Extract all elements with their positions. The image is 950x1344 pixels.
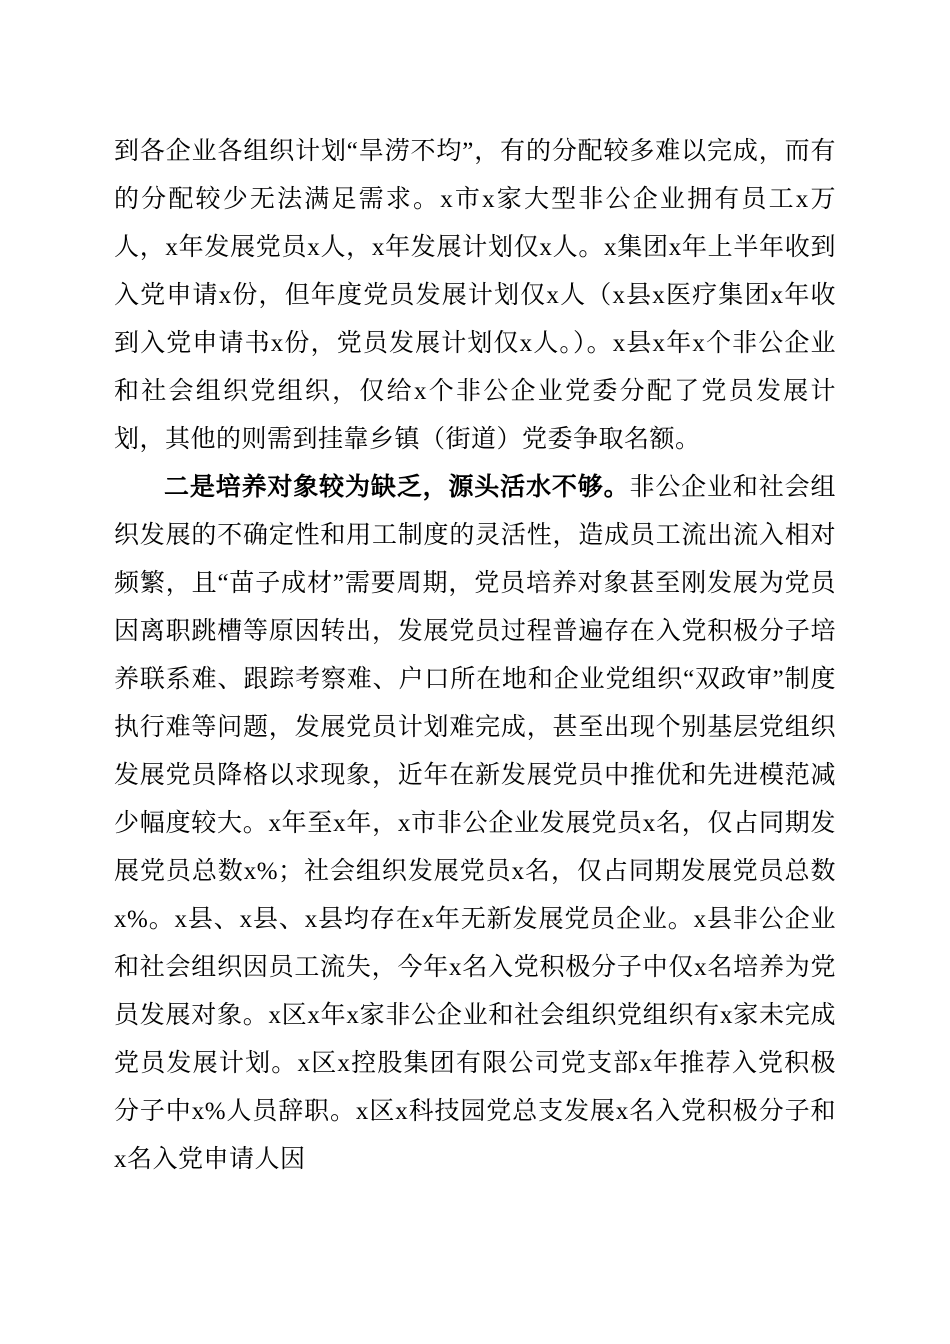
paragraph-text: 非公企业和社会组织发展的不确定性和用工制度的灵活性，造成员工流出流入相对频繁，且“苗子成材”需要周期，党员培养对象甚至刚发展为党员因离职跳槽等原因转出，发展党员过程普遍存在入党积极分子培养联系难、跟踪考察难、户口所在地和企业党组织“双政审”制度执行难等问题，发展党员计划难完成，甚至出现个别基层党组织发展党员降格以求现象，近年在新发展党员中推优和先进模范减少幅度较大。x年至x年，x市非公企业发展党员x名，仅占同期发展党员总数x%；社会组织发展党员x名，仅占同期发展党员总数x%。x县、x县、x县均存在x年无新发展党员企业。x县非公企业和社会组织因员工流失，今年x名入党积极分子中仅x名培养为党员发展对象。x区x年x家非公企业和社会组织党组织有x家未完成党员发展计划。x区x控股集团有限公司党支部x年推荐入党积极分子中x%人员辞职。x区x科技园党总支发展x名入党积极分子和x名入党申请人因 (114, 474, 836, 1173)
paragraph (114, 128, 836, 464)
document-body (114, 128, 836, 1184)
paragraph-lead-bold: 二是培养对象较为缺乏，源头活水不够。 (164, 474, 630, 501)
paragraph-text: 到各企业各组织计划“旱涝不均”，有的分配较多难以完成，而有的分配较少无法满足需求。x市x家大型非公企业拥有员工x万人，x年发展党员x人，x年发展计划仅x人。x集团x年上半年收到入党申请x份，但年度党员发展计划仅x人（x县x医疗集团x年收到入党申请书x份，党员发展计划仅x人。）。x县x年x个非公企业和社会组织党组织，仅给x个非公企业党委分配了党员发展计划，其他的则需到挂靠乡镇（街道）党委争取名额。 (114, 138, 836, 453)
paragraph (114, 464, 836, 1184)
